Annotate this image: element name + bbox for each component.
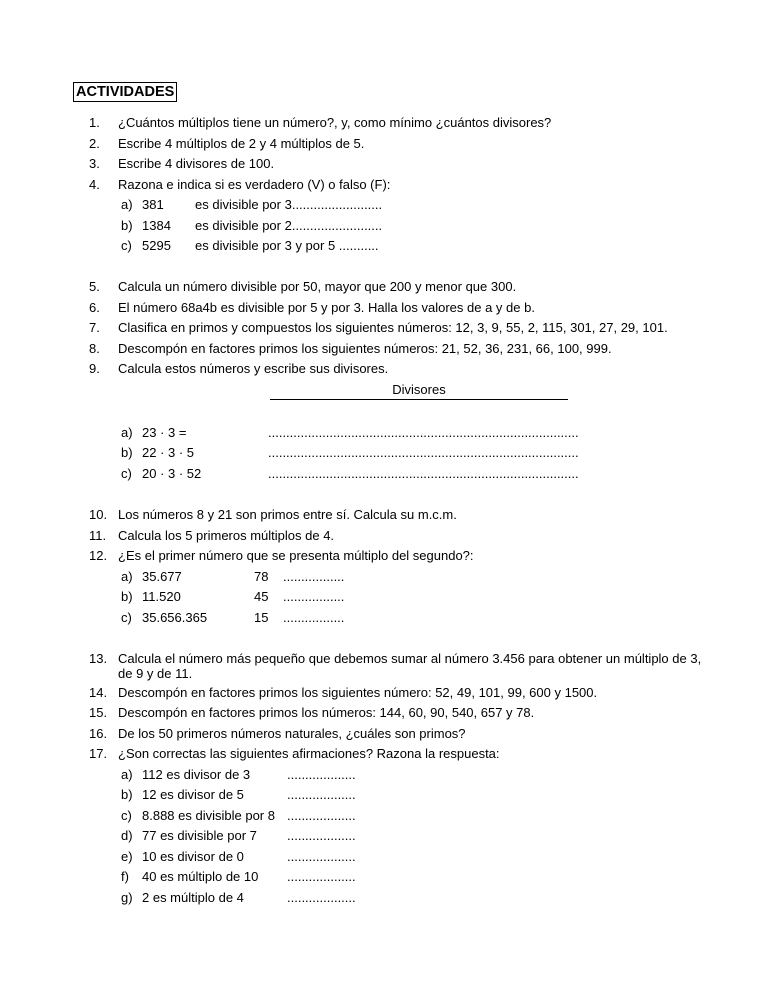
question-text: Los números 8 y 21 son primos entre sí. Calcula su m.c.m. — [118, 507, 457, 522]
answer-dots: ...................................................................................... — [268, 445, 579, 460]
answer-dots: ................. — [283, 610, 345, 625]
question-text: Calcula el número más pequeño que debemos sumar al número 3.456 para obtener un múltiplo de 3, de 9 y de 11. — [118, 651, 702, 681]
question-text: ¿Son correctas las siguientes afirmaciones? Razona la respuesta: — [118, 746, 500, 761]
item-label: f) — [121, 869, 129, 884]
question-text: Clasifica en primos y compuestos los siguientes números: 12, 3, 9, 55, 2, 115, 301, 27, 29, 101. — [118, 320, 668, 335]
statement: 112 es divisor de 3 — [142, 767, 251, 782]
item-value: 1384 — [142, 218, 171, 233]
item-label: b) — [121, 445, 133, 460]
item-label: c) — [121, 466, 132, 481]
question-number: 6. — [89, 300, 100, 315]
question-number: 17. — [89, 746, 108, 761]
answer-dots: ................... — [287, 869, 356, 884]
first-number: 35.656.365 — [142, 610, 208, 625]
question-text: Descompón en factores primos los siguientes número: 52, 49, 101, 99, 600 y 1500. — [118, 685, 598, 700]
page-title: ACTIVIDADES — [73, 82, 177, 102]
item-label: a) — [121, 569, 133, 584]
answer-dots: ................... — [287, 787, 356, 802]
question-number: 10. — [89, 507, 108, 522]
item-text: es divisible por 2......................... — [195, 218, 383, 233]
answer-dots: ...................................................................................... — [268, 466, 579, 481]
item-label: e) — [121, 849, 133, 864]
question-number: 2. — [89, 136, 100, 151]
question-number: 13. — [89, 651, 108, 666]
question-text: Calcula los 5 primeros múltiplos de 4. — [118, 528, 335, 543]
statement: 12 es divisor de 5 — [142, 787, 244, 802]
statement: 2 es múltiplo de 4 — [142, 890, 244, 905]
item-value: 381 — [142, 197, 164, 212]
item-label: b) — [121, 218, 133, 233]
question-number: 15. — [89, 705, 108, 720]
item-label: d) — [121, 828, 133, 843]
statement: 77 es divisible por 7 — [142, 828, 257, 843]
answer-dots: ................... — [287, 890, 356, 905]
second-number: 78 — [254, 569, 269, 584]
question-number: 9. — [89, 361, 100, 376]
question-text: Escribe 4 múltiplos de 2 y 4 múltiplos de 5. — [118, 136, 365, 151]
question-number: 5. — [89, 279, 100, 294]
question-text: Descompón en factores primos los números: 144, 60, 90, 540, 657 y 78. — [118, 705, 535, 720]
item-label: a) — [121, 197, 133, 212]
item-value: 5295 — [142, 238, 171, 253]
question-text: Descompón en factores primos los siguientes números: 21, 52, 36, 231, 66, 100, 999. — [118, 341, 612, 356]
question-text: Razona e indica si es verdadero (V) o falso (F): — [118, 177, 391, 192]
first-number: 11.520 — [142, 589, 181, 604]
answer-dots: ................... — [287, 767, 356, 782]
question-text: Escribe 4 divisores de 100. — [118, 156, 275, 171]
statement: 40 es múltiplo de 10 — [142, 869, 259, 884]
question-text: Calcula un número divisible por 50, mayor que 200 y menor que 300. — [118, 279, 517, 294]
question-number: 12. — [89, 548, 108, 563]
divisors-header: Divisores — [392, 382, 446, 397]
question-text: Calcula estos números y escribe sus divisores. — [118, 361, 389, 376]
item-label: g) — [121, 890, 133, 905]
question-number: 4. — [89, 177, 100, 192]
item-label: b) — [121, 589, 133, 604]
item-label: c) — [121, 610, 132, 625]
answer-dots: ................... — [287, 828, 356, 843]
answer-dots: ................... — [287, 849, 356, 864]
statement: 8.888 es divisible por 8 — [142, 808, 275, 823]
answer-dots: ................. — [283, 589, 345, 604]
question-text: ¿Cuántos múltiplos tiene un número?, y, como mínimo ¿cuántos divisores? — [118, 115, 552, 130]
answer-dots: ...................................................................................... — [268, 425, 579, 440]
question-number: 8. — [89, 341, 100, 356]
second-number: 15 — [254, 610, 269, 625]
item-label: b) — [121, 787, 133, 802]
item-label: c) — [121, 238, 132, 253]
question-number: 7. — [89, 320, 100, 335]
answer-dots: ................... — [287, 808, 356, 823]
second-number: 45 — [254, 589, 269, 604]
item-expression: 23 · 3 = — [142, 425, 187, 440]
question-text: El número 68a4b es divisible por 5 y por 3. Halla los valores de a y de b. — [118, 300, 535, 315]
question-number: 14. — [89, 685, 108, 700]
item-expression: 20 · 3 · 52 — [142, 466, 202, 481]
item-text: es divisible por 3......................... — [195, 197, 383, 212]
header-underline — [270, 399, 568, 400]
first-number: 35.677 — [142, 569, 182, 584]
question-text: ¿Es el primer número que se presenta múltiplo del segundo?: — [118, 548, 474, 563]
item-label: a) — [121, 425, 133, 440]
question-text: De los 50 primeros números naturales, ¿cuáles son primos? — [118, 726, 466, 741]
item-label: c) — [121, 808, 132, 823]
statement: 10 es divisor de 0 — [142, 849, 244, 864]
item-label: a) — [121, 767, 133, 782]
item-text: es divisible por 3 y por 5 ........... — [195, 238, 379, 253]
question-number: 11. — [89, 528, 107, 543]
answer-dots: ................. — [283, 569, 345, 584]
item-expression: 22 · 3 · 5 — [142, 445, 195, 460]
question-number: 3. — [89, 156, 100, 171]
question-number: 16. — [89, 726, 108, 741]
question-number: 1. — [89, 115, 100, 130]
